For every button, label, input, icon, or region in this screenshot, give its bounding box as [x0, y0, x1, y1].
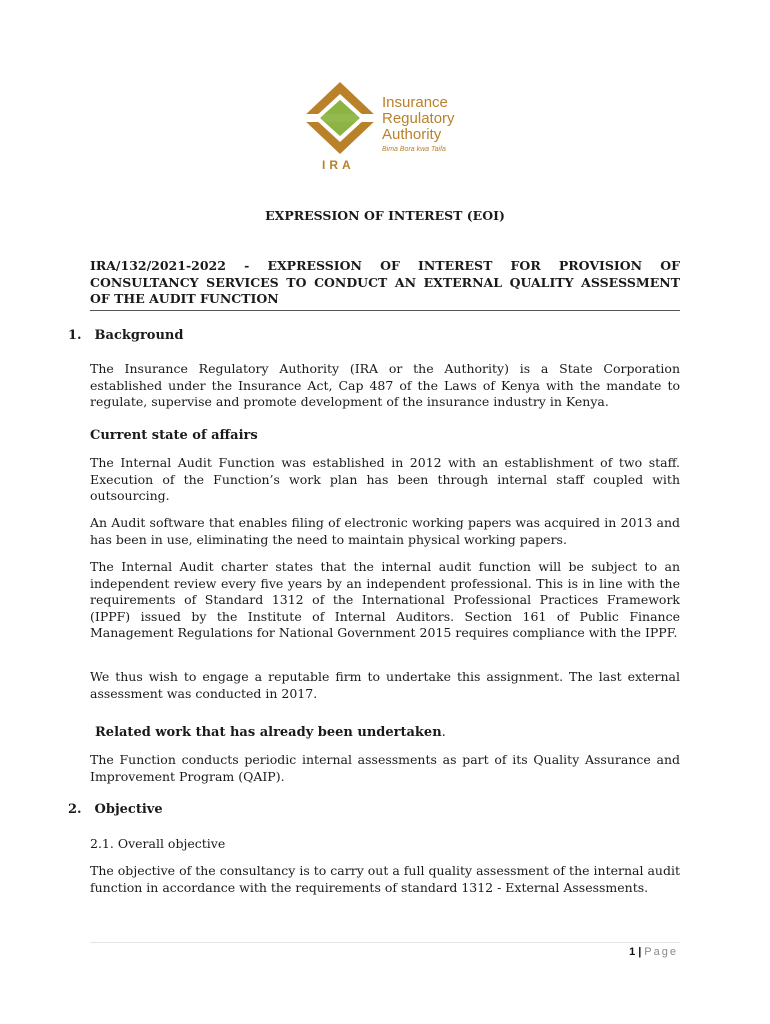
reference-heading: [90, 258, 680, 311]
footer-divider: [90, 942, 680, 943]
current-state-paragraph-3: The Internal Audit charter states that the internal audit function will be subject to an independent review every five years by an independent professional. This is in line with the requirements of Standard 1312 of the International Professional Practices Framework (IPPF) issued by the Institute of Internal Auditors. Section 161 of Public Finance Management Regulations for National Government 2015 requires compliance with the IPPF.: [90, 559, 680, 640]
page-number: 1: [629, 946, 636, 958]
related-work-title: Related work that has already been undertaken: [95, 725, 442, 740]
related-work-period: .: [441, 725, 446, 740]
document-title: EXPRESSION OF INTEREST (EOI): [265, 208, 505, 223]
reference-line-3: OF THE AUDIT FUNCTION: [90, 291, 279, 306]
logo-acronym: IRA: [322, 158, 355, 172]
related-work-paragraph: The Function conducts periodic internal assessments as part of its Quality Assurance and Improvement Program (QAIP).: [90, 752, 680, 784]
section-title: Background: [94, 328, 184, 343]
reference-line-2: CONSULTANCY SERVICES TO CONDUCT AN EXTERNAL QUALITY ASSESSMENT: [90, 274, 680, 290]
page-label: Page: [644, 946, 678, 958]
current-state-paragraph-2: An Audit software that enables filing of electronic working papers was acquired in 2013 and has been in use, eliminating the need to maintain physical working papers.: [90, 515, 680, 547]
section-background-heading: [68, 328, 183, 343]
current-state-paragraph-4: We thus wish to engage a reputable firm to undertake this assignment. The last external assessment was conducted in 2017.: [90, 669, 680, 701]
related-work-heading: [95, 725, 446, 740]
logo-tagline: Bima Bora kwa Taifa: [382, 146, 446, 153]
section-objective-heading: [68, 802, 163, 817]
footer-separator: |: [638, 946, 642, 958]
section-number: 2.: [68, 802, 82, 817]
section-number: 1.: [68, 328, 82, 343]
section-title: Objective: [94, 802, 163, 817]
overall-objective-subheading: 2.1. Overall objective: [90, 836, 226, 851]
current-state-paragraph-1: The Internal Audit Function was established in 2012 with an establishment of two staff. Execution of the Function’s work plan has been through internal staff coupled with outsourcing.: [90, 455, 680, 503]
logo-line-insurance: Insurance: [382, 94, 448, 111]
objective-paragraph: The objective of the consultancy is to carry out a full quality assessment of the internal audit function in accordance with the requirements of standard 1312 - External Assessments.: [90, 863, 680, 895]
ira-logo: [300, 80, 470, 175]
page-footer: [629, 946, 678, 958]
current-state-heading: Current state of affairs: [90, 428, 258, 443]
intro-paragraph: The Insurance Regulatory Authority (IRA or the Authority) is a State Corporation established under the Insurance Act, Cap 487 of the Laws of Kenya with the mandate to regulate, supervise and promote development of the insurance industry in Kenya.: [90, 361, 680, 409]
logo-line-authority: Authority: [382, 126, 442, 143]
logo-line-regulatory: Regulatory: [382, 110, 455, 127]
ira-emblem-icon: [300, 80, 380, 160]
reference-line-1: IRA/132/2021-2022 - EXPRESSION OF INTEREST FOR PROVISION OF: [90, 258, 680, 273]
